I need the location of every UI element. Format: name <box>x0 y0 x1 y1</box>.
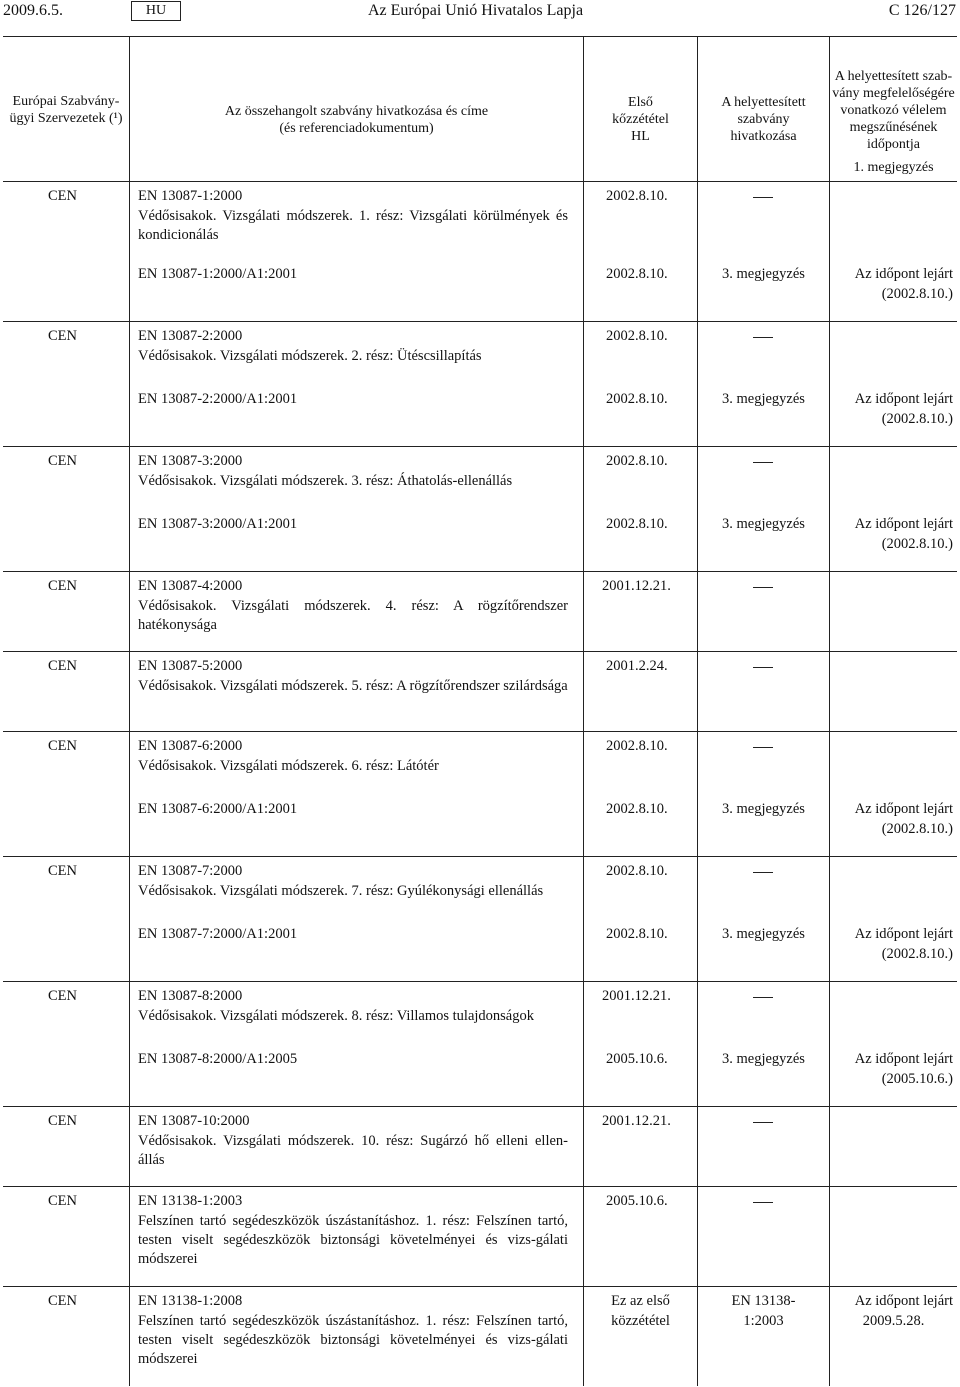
standard-reference: EN 13087-6:2000 <box>138 738 243 754</box>
column-divider <box>583 36 584 1386</box>
amendment-note: 3. megjegyzés <box>722 1051 805 1067</box>
amendment-reference: EN 13087-8:2000/A1:2005 <box>138 1051 298 1067</box>
row-divider <box>3 1186 957 1187</box>
standard-title: Védősisakok. Vizsgálati módszerek. 7. rész: Gyúlékonysági ellenállás <box>138 883 544 899</box>
col-header-line: ügyi Szervezetek (¹) <box>9 111 123 126</box>
org-cell: CEN <box>48 738 77 754</box>
org-cell: CEN <box>48 578 77 594</box>
col-header-line: vány megfelelőségére <box>832 86 955 101</box>
page-number: C 126/127 <box>888 2 956 19</box>
org-cell: CEN <box>48 988 77 1004</box>
journal-title: Az Európai Unió Hivatalos Lapja <box>368 2 584 19</box>
standard-title: Védősisakok. Vizsgálati módszerek. 8. rész: Villamos tulajdonságok <box>138 1008 534 1024</box>
standard-reference: EN 13087-7:2000 <box>138 863 243 879</box>
amendment-end-date: (2002.8.10.) <box>881 821 953 837</box>
publication-date: 2009.6.5. <box>3 2 63 19</box>
col-header-org <box>3 93 129 127</box>
dash-mark <box>753 872 773 873</box>
amendment-reference: EN 13087-6:2000/A1:2001 <box>138 801 298 817</box>
amendment-note: 3. megjegyzés <box>722 801 805 817</box>
row-divider <box>3 981 957 982</box>
standard-reference: EN 13087-2:2000 <box>138 328 243 344</box>
standard-title: Védősisakok. Vizsgálati módszerek. 3. rész: Áthatolás-ellenállás <box>138 473 513 489</box>
language-badge: HU <box>131 1 181 21</box>
col-header-line: Európai Szabvány- <box>12 94 120 109</box>
org-cell: CEN <box>48 1193 77 1209</box>
end-date: 2009.5.28. <box>862 1313 925 1329</box>
col-header-line: kőzzététel <box>612 112 669 127</box>
standard-reference: EN 13138-1:2003 <box>138 1193 243 1209</box>
amendment-reference: EN 13087-7:2000/A1:2001 <box>138 926 298 942</box>
org-cell: CEN <box>48 1293 77 1309</box>
end-date: Az időpont lejárt <box>854 1293 953 1309</box>
amendment-reference: EN 13087-1:2000/A1:2001 <box>138 266 298 282</box>
first-publication: 2002.8.10. <box>606 738 668 754</box>
standard-title: Védősisakok. Vizsgálati módszerek. 10. rész: Sugárzó hő elleni ellen-állás <box>138 1133 568 1168</box>
col-header-line: Az összehangolt szabvány hivatkozása és címe <box>224 104 489 119</box>
first-publication: 2001.2.24. <box>606 658 668 674</box>
column-divider <box>829 36 830 1386</box>
first-publication: 2002.8.10. <box>606 453 668 469</box>
column-divider <box>129 36 130 1386</box>
amendment-first-publication: 2002.8.10. <box>606 266 668 282</box>
amendment-end-date: Az időpont lejárt <box>854 516 953 532</box>
col-header-line: A helyettesített szab- <box>834 69 953 84</box>
replaced-standard: EN 13138- <box>731 1293 796 1309</box>
amendment-end-date: (2002.8.10.) <box>881 411 953 427</box>
amendment-first-publication: 2005.10.6. <box>606 1051 668 1067</box>
org-cell: CEN <box>48 328 77 344</box>
header-divider <box>3 181 957 182</box>
standard-title: Védősisakok. Vizsgálati módszerek. 5. rész: A rögzítőrendszer szilárdsága <box>138 678 568 694</box>
org-cell: CEN <box>48 658 77 674</box>
row-divider <box>3 571 957 572</box>
dash-mark <box>753 1202 773 1203</box>
amendment-first-publication: 2002.8.10. <box>606 391 668 407</box>
standard-reference: EN 13087-8:2000 <box>138 988 243 1004</box>
amendment-note: 3. megjegyzés <box>722 266 805 282</box>
amendment-end-date: (2005.10.6.) <box>881 1071 953 1087</box>
standard-title: Felszínen tartó segédeszközök úszástanításhoz. 1. rész: Felszínen tartó, testen viselt segédeszközök biztonsági követelményei és vizs-gálati módszerei <box>138 1313 568 1367</box>
standard-title: Védősisakok. Vizsgálati módszerek. 6. rész: Látótér <box>138 758 439 774</box>
col-header-note: 1. megjegyzés <box>853 160 934 175</box>
col-header-line: időpontja <box>867 137 920 152</box>
page-header <box>0 0 960 30</box>
col-header-line: megszűnésének <box>849 120 938 135</box>
col-header-line: vonatkozó vélelem <box>840 103 947 118</box>
first-publication: 2001.12.21. <box>602 988 671 1004</box>
first-publication: 2001.12.21. <box>602 578 671 594</box>
amendment-end-date: Az időpont lejárt <box>854 801 953 817</box>
col-header-line: HL <box>631 129 650 144</box>
amendment-end-date: Az időpont lejárt <box>854 266 953 282</box>
dash-mark <box>753 197 773 198</box>
column-divider <box>697 36 698 1386</box>
col-header-line: Első <box>628 95 653 110</box>
first-publication: 2005.10.6. <box>606 1193 668 1209</box>
first-publication: közzététel <box>611 1313 670 1329</box>
first-publication: 2002.8.10. <box>606 863 668 879</box>
dash-mark <box>753 667 773 668</box>
col-header-first-publication <box>584 94 697 145</box>
dash-mark <box>753 462 773 463</box>
standard-title: Felszínen tartó segédeszközök úszástanításhoz. 1. rész: Felszínen tartó, testen viselt segédeszközök biztonsági követelményei és vizs-gálati módszerei <box>138 1213 568 1267</box>
amendment-note: 3. megjegyzés <box>722 391 805 407</box>
standard-reference: EN 13087-3:2000 <box>138 453 243 469</box>
dash-mark <box>753 1122 773 1123</box>
row-divider <box>3 446 957 447</box>
first-publication: Ez az első <box>611 1293 670 1309</box>
standard-title: Védősisakok. Vizsgálati módszerek. 4. rész: A rögzítőrendszer hatékonysága <box>138 598 568 633</box>
amendment-end-date: (2002.8.10.) <box>881 536 953 552</box>
amendment-first-publication: 2002.8.10. <box>606 926 668 942</box>
org-cell: CEN <box>48 863 77 879</box>
row-divider <box>3 651 957 652</box>
standard-reference: EN 13087-5:2000 <box>138 658 243 674</box>
amendment-first-publication: 2002.8.10. <box>606 801 668 817</box>
col-header-end-date <box>830 68 957 176</box>
row-divider <box>3 321 957 322</box>
org-cell: CEN <box>48 453 77 469</box>
dash-mark <box>753 747 773 748</box>
standard-reference: EN 13087-4:2000 <box>138 578 243 594</box>
col-header-line: szabvány <box>737 112 790 127</box>
first-publication: 2001.12.21. <box>602 1113 671 1129</box>
amendment-end-date: (2002.8.10.) <box>881 946 953 962</box>
amendment-note: 3. megjegyzés <box>722 926 805 942</box>
col-header-line: (és referenciadokumentum) <box>279 121 434 136</box>
standard-reference: EN 13087-10:2000 <box>138 1113 250 1129</box>
amendment-end-date: Az időpont lejárt <box>854 391 953 407</box>
dash-mark <box>753 337 773 338</box>
standard-title: Védősisakok. Vizsgálati módszerek. 2. rész: Ütéscsillapítás <box>138 348 482 364</box>
amendment-first-publication: 2002.8.10. <box>606 516 668 532</box>
amendment-note: 3. megjegyzés <box>722 516 805 532</box>
dash-mark <box>753 997 773 998</box>
row-divider <box>3 731 957 732</box>
row-divider <box>3 1286 957 1287</box>
first-publication: 2002.8.10. <box>606 328 668 344</box>
row-divider <box>3 1106 957 1107</box>
replaced-standard: 1:2003 <box>743 1313 784 1329</box>
amendment-end-date: Az időpont lejárt <box>854 926 953 942</box>
standard-title: Védősisakok. Vizsgálati módszerek. 1. rész: Vizsgálati körülmények és kondicionálás <box>138 208 568 243</box>
org-cell: CEN <box>48 1113 77 1129</box>
amendment-reference: EN 13087-3:2000/A1:2001 <box>138 516 298 532</box>
standard-reference: EN 13087-1:2000 <box>138 188 243 204</box>
col-header-replaced <box>698 94 829 145</box>
col-header-line: hivatkozása <box>730 129 797 144</box>
col-header-title <box>130 103 583 137</box>
amendment-end-date: Az időpont lejárt <box>854 1051 953 1067</box>
row-divider <box>3 856 957 857</box>
first-publication: 2002.8.10. <box>606 188 668 204</box>
dash-mark <box>753 587 773 588</box>
amendment-end-date: (2002.8.10.) <box>881 286 953 302</box>
amendment-reference: EN 13087-2:2000/A1:2001 <box>138 391 298 407</box>
col-header-line: A helyettesített <box>721 95 806 110</box>
standard-reference: EN 13138-1:2008 <box>138 1293 243 1309</box>
org-cell: CEN <box>48 188 77 204</box>
